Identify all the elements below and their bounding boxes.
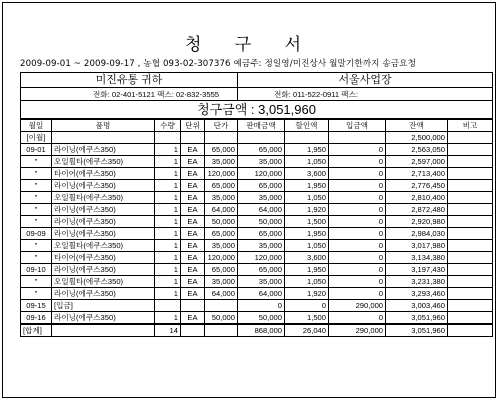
cell-date: "	[21, 156, 52, 168]
cell-item: 라이닝(에쿠스350)	[52, 288, 155, 300]
cell-date: "	[21, 192, 52, 204]
cell-unit	[181, 132, 205, 144]
cell-note	[448, 240, 493, 252]
cell-deposit: 0	[329, 288, 386, 300]
issuer-name: 서울사업장	[238, 73, 493, 88]
cell-balance: 3,017,980	[386, 240, 448, 252]
cell-sales-amount: 65,000	[238, 228, 285, 240]
cell-deposit: 0	[329, 252, 386, 264]
cell-date: "	[21, 168, 52, 180]
cell-unit-price: 65,000	[205, 264, 238, 276]
cell-balance: 3,134,380	[386, 252, 448, 264]
cell-sales-amount: 64,000	[238, 204, 285, 216]
cell-unit: EA	[181, 156, 205, 168]
document-title: 청 구 서	[184, 35, 316, 55]
cell-balance: 3,231,380	[386, 276, 448, 288]
total-sales-amount: 868,000	[238, 324, 285, 337]
cell-sales-amount: 35,000	[238, 240, 285, 252]
table-row	[21, 192, 493, 204]
cell-balance: 3,003,460	[386, 300, 448, 312]
cell-date: [이월]	[21, 132, 52, 144]
cell-deposit: 0	[329, 228, 386, 240]
cell-unit-price: 35,000	[205, 276, 238, 288]
column-header-date: 월일	[21, 119, 52, 132]
cell-item: 오일휠타(에쿠스350)	[52, 276, 155, 288]
cell-deposit: 0	[329, 264, 386, 276]
cell-unit-price: 120,000	[205, 252, 238, 264]
cell-item	[52, 132, 155, 144]
cell-item: 라이닝(에쿠스350)	[52, 264, 155, 276]
cell-unit: EA	[181, 216, 205, 228]
cell-date: "	[21, 252, 52, 264]
table-row	[21, 252, 493, 264]
cell-note	[448, 156, 493, 168]
table-row	[21, 144, 493, 156]
cell-sales-amount: 65,000	[238, 180, 285, 192]
cell-date: "	[21, 216, 52, 228]
cell-qty: 1	[155, 192, 181, 204]
table-row	[21, 240, 493, 252]
cell-item: 라이닝(에쿠스350)	[52, 216, 155, 228]
cell-qty: 1	[155, 264, 181, 276]
table-row	[21, 180, 493, 192]
table-row	[21, 204, 493, 216]
cell-balance: 2,810,400	[386, 192, 448, 204]
total-unit	[181, 324, 205, 337]
cell-balance: 3,051,960	[386, 312, 448, 325]
cell-note	[448, 144, 493, 156]
cell-unit-price: 65,000	[205, 144, 238, 156]
totals-row	[21, 324, 493, 337]
cell-date: "	[21, 204, 52, 216]
cell-unit-price: 120,000	[205, 168, 238, 180]
total-balance: 3,051,960	[386, 324, 448, 337]
cell-note	[448, 228, 493, 240]
cell-balance: 2,563,050	[386, 144, 448, 156]
cell-note	[448, 192, 493, 204]
cell-item: 라이닝(에쿠스350)	[52, 312, 155, 325]
cell-sales-amount: 35,000	[238, 192, 285, 204]
column-header-discount: 할인액	[285, 119, 329, 132]
cell-item: 라이닝(에쿠스350)	[52, 204, 155, 216]
cell-date: 09-16	[21, 312, 52, 325]
cell-note	[448, 216, 493, 228]
cell-unit-price	[205, 300, 238, 312]
cell-sales-amount: 50,000	[238, 312, 285, 325]
total-unit-price	[205, 324, 238, 337]
cell-qty: 1	[155, 288, 181, 300]
cell-unit: EA	[181, 204, 205, 216]
cell-discount: 1,500	[285, 312, 329, 325]
cell-discount: 1,050	[285, 192, 329, 204]
cell-deposit: 0	[329, 192, 386, 204]
column-header-item: 품명	[52, 119, 155, 132]
cell-balance: 2,776,450	[386, 180, 448, 192]
cell-sales-amount: 120,000	[238, 168, 285, 180]
total-note	[448, 324, 493, 337]
cell-unit: EA	[181, 276, 205, 288]
column-header-balance: 잔액	[386, 119, 448, 132]
cell-note	[448, 312, 493, 325]
cell-unit-price: 65,000	[205, 180, 238, 192]
total-item	[52, 324, 155, 337]
table-row	[21, 216, 493, 228]
table-row	[21, 264, 493, 276]
cell-deposit: 0	[329, 240, 386, 252]
cell-qty: 1	[155, 216, 181, 228]
cell-unit: EA	[181, 252, 205, 264]
cell-date: "	[21, 180, 52, 192]
cell-date: "	[21, 288, 52, 300]
cell-unit-price: 65,000	[205, 228, 238, 240]
cell-sales-amount: 35,000	[238, 276, 285, 288]
cell-qty: 1	[155, 252, 181, 264]
column-header-deposit: 입금액	[329, 119, 386, 132]
table-row	[21, 288, 493, 300]
cell-discount: 1,950	[285, 264, 329, 276]
cell-sales-amount: 65,000	[238, 144, 285, 156]
cell-item: [입금]	[52, 300, 155, 312]
cell-note	[448, 252, 493, 264]
cell-deposit: 0	[329, 204, 386, 216]
cell-unit: EA	[181, 180, 205, 192]
table-row	[21, 228, 493, 240]
cell-sales-amount: 0	[238, 300, 285, 312]
total-date: [합계]	[21, 324, 52, 337]
cell-unit: EA	[181, 288, 205, 300]
cell-item: 오일휠타(에쿠스350)	[52, 240, 155, 252]
cell-note	[448, 168, 493, 180]
table-row	[21, 276, 493, 288]
column-header-sales-amount: 판매금액	[238, 119, 285, 132]
cell-sales-amount: 50,000	[238, 216, 285, 228]
cell-deposit: 0	[329, 180, 386, 192]
cell-unit-price: 35,000	[205, 156, 238, 168]
cell-date: 09-01	[21, 144, 52, 156]
cell-qty: 1	[155, 180, 181, 192]
cell-qty: 1	[155, 240, 181, 252]
cell-deposit: 0	[329, 276, 386, 288]
cell-qty: 1	[155, 312, 181, 325]
column-header-row	[21, 119, 493, 132]
cell-discount: 1,050	[285, 156, 329, 168]
cell-balance: 2,597,000	[386, 156, 448, 168]
cell-sales-amount: 64,000	[238, 288, 285, 300]
cell-deposit: 0	[329, 216, 386, 228]
total-qty: 14	[155, 324, 181, 337]
cell-qty: 1	[155, 168, 181, 180]
issuer-contact: 전화: 011-522-0911 팩스:	[238, 88, 493, 101]
cell-note	[448, 288, 493, 300]
cell-unit: EA	[181, 144, 205, 156]
column-header-unit: 단위	[181, 119, 205, 132]
total-deposit: 290,000	[329, 324, 386, 337]
recipient-contact: 전화: 02-401-5121 팩스: 02-832-3555	[21, 88, 238, 101]
cell-unit-price	[205, 132, 238, 144]
cell-date: "	[21, 276, 52, 288]
cell-item: 라이닝(에쿠스350)	[52, 180, 155, 192]
cell-note	[448, 180, 493, 192]
cell-discount	[285, 132, 329, 144]
cell-balance: 2,872,480	[386, 204, 448, 216]
cell-item: 타이어(에쿠스350)	[52, 168, 155, 180]
cell-balance: 3,293,460	[386, 288, 448, 300]
column-header-qty: 수량	[155, 119, 181, 132]
cell-unit: EA	[181, 312, 205, 325]
cell-discount: 1,050	[285, 276, 329, 288]
table-row	[21, 300, 493, 312]
cell-sales-amount: 120,000	[238, 252, 285, 264]
cell-discount: 1,500	[285, 216, 329, 228]
table-row	[21, 132, 493, 144]
billing-amount: 청구금액 : 3,051,960	[21, 101, 493, 120]
cell-note	[448, 276, 493, 288]
recipient-name: 미진유통 귀하	[21, 73, 238, 88]
cell-unit-price: 35,000	[205, 240, 238, 252]
cell-deposit: 0	[329, 168, 386, 180]
cell-deposit: 0	[329, 156, 386, 168]
cell-unit-price: 50,000	[205, 216, 238, 228]
cell-item: 오일휠타(에쿠스350)	[52, 192, 155, 204]
cell-unit-price: 64,000	[205, 288, 238, 300]
cell-balance: 3,197,430	[386, 264, 448, 276]
column-header-note: 비고	[448, 119, 493, 132]
cell-balance: 2,920,980	[386, 216, 448, 228]
cell-deposit: 0	[329, 144, 386, 156]
cell-discount: 0	[285, 300, 329, 312]
cell-note	[448, 132, 493, 144]
info-line: 2009-09-01 ~ 2009-09-17 , 농협 093-02-307376 예금주: 정일영/미진상사 월말기한까지 송금요청	[20, 59, 416, 69]
cell-item: 오일휠타(에쿠스350)	[52, 156, 155, 168]
cell-qty: 1	[155, 144, 181, 156]
cell-unit: EA	[181, 228, 205, 240]
cell-qty: 1	[155, 228, 181, 240]
cell-balance: 2,500,000	[386, 132, 448, 144]
table-row	[21, 156, 493, 168]
cell-unit-price: 64,000	[205, 204, 238, 216]
cell-discount: 1,050	[285, 240, 329, 252]
cell-qty	[155, 300, 181, 312]
cell-deposit	[329, 132, 386, 144]
cell-balance: 2,984,030	[386, 228, 448, 240]
table-row	[21, 312, 493, 325]
cell-note	[448, 204, 493, 216]
cell-note	[448, 300, 493, 312]
cell-date: "	[21, 240, 52, 252]
cell-discount: 1,920	[285, 288, 329, 300]
cell-item: 라이닝(에쿠스350)	[52, 228, 155, 240]
cell-deposit: 290,000	[329, 300, 386, 312]
cell-discount: 1,950	[285, 228, 329, 240]
cell-sales-amount	[238, 132, 285, 144]
cell-date: 09-09	[21, 228, 52, 240]
column-header-unit-price: 단가	[205, 119, 238, 132]
cell-discount: 1,950	[285, 144, 329, 156]
total-discount: 26,040	[285, 324, 329, 337]
cell-sales-amount: 65,000	[238, 264, 285, 276]
table-row	[21, 168, 493, 180]
cell-item: 라이닝(에쿠스350)	[52, 144, 155, 156]
cell-qty: 1	[155, 156, 181, 168]
cell-discount: 3,600	[285, 252, 329, 264]
cell-deposit: 0	[329, 312, 386, 325]
cell-unit: EA	[181, 168, 205, 180]
cell-qty: 1	[155, 204, 181, 216]
cell-unit: EA	[181, 192, 205, 204]
cell-date: 09-10	[21, 264, 52, 276]
cell-item: 타이어(에쿠스350)	[52, 252, 155, 264]
cell-unit-price: 50,000	[205, 312, 238, 325]
cell-qty: 1	[155, 276, 181, 288]
cell-discount: 3,600	[285, 168, 329, 180]
cell-unit	[181, 300, 205, 312]
invoice-table	[20, 72, 493, 337]
cell-date: 09-15	[21, 300, 52, 312]
cell-discount: 1,950	[285, 180, 329, 192]
cell-discount: 1,920	[285, 204, 329, 216]
cell-unit-price: 35,000	[205, 192, 238, 204]
cell-note	[448, 264, 493, 276]
cell-sales-amount: 35,000	[238, 156, 285, 168]
cell-qty	[155, 132, 181, 144]
cell-balance: 2,713,400	[386, 168, 448, 180]
cell-unit: EA	[181, 240, 205, 252]
cell-unit: EA	[181, 264, 205, 276]
